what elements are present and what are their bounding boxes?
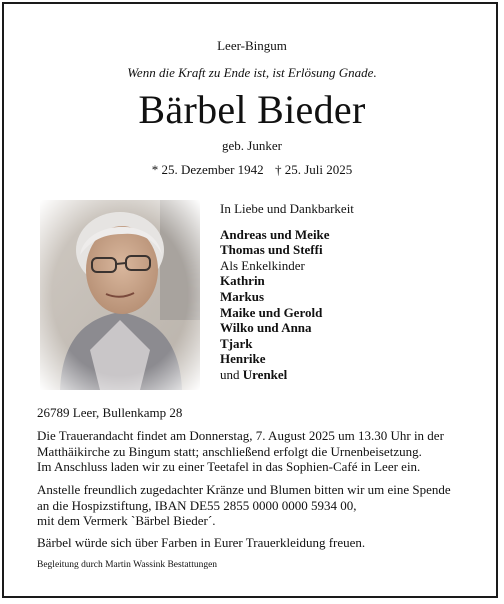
- funeral-home: Begleitung durch Martin Wassink Bestattungen: [37, 560, 218, 570]
- death-date: † 25. Juli 2025: [274, 162, 353, 177]
- portrait-photo: [40, 200, 200, 390]
- location: Leer-Bingum: [217, 38, 287, 53]
- mourner-line: Andreas und Meike: [220, 226, 330, 242]
- mourners-intro: In Liebe und Dankbarkeit: [220, 201, 354, 216]
- mourner-line: und Urenkel: [220, 366, 288, 382]
- deceased-name: Bärbel Bieder: [138, 87, 366, 132]
- mourner-line: Markus: [220, 288, 265, 304]
- mourner-line: Kathrin: [220, 273, 265, 289]
- quote: Wenn die Kraft zu Ende ist, ist Erlösung Gnade.: [127, 65, 377, 80]
- mourner-line: Als Enkelkinder: [220, 257, 305, 273]
- birth-date: * 25. Dezember 1942: [151, 162, 264, 177]
- mourner-line: Tjark: [220, 335, 253, 351]
- mourner-line: Maike und Gerold: [220, 304, 323, 320]
- donation-paragraph: Anstelle freundlich zugedachter Kränze und Blumen bitten wir um eine Spende an die Hospizstiftung, IBAN DE55 2855 0000 0000 5934 00, mit dem Vermerk `Bärbel Bieder´.: [37, 482, 451, 528]
- service-paragraph: Die Trauerandacht findet am Donnerstag, 7. August 2025 um 13.30 Uhr in der Matthäikirche zu Bingum statt; anschließend erfolgt die Urnenbeisetzung. Im Anschluss laden wir zu einer Teetafel in das Sophien-Café in Leer ein.: [37, 428, 444, 474]
- mourner-line: Henrike: [220, 351, 266, 367]
- address: 26789 Leer, Bullenkamp 28: [37, 405, 183, 420]
- mourners-list: [220, 201, 354, 383]
- mourner-line: Wilko und Anna: [220, 320, 312, 336]
- life-dates: [0, 162, 504, 178]
- mourner-line: Thomas und Steffi: [220, 242, 323, 258]
- birth-name: geb. Junker: [222, 138, 282, 153]
- wish-paragraph: Bärbel würde sich über Farben in Eurer Trauerkleidung freuen.: [37, 535, 366, 550]
